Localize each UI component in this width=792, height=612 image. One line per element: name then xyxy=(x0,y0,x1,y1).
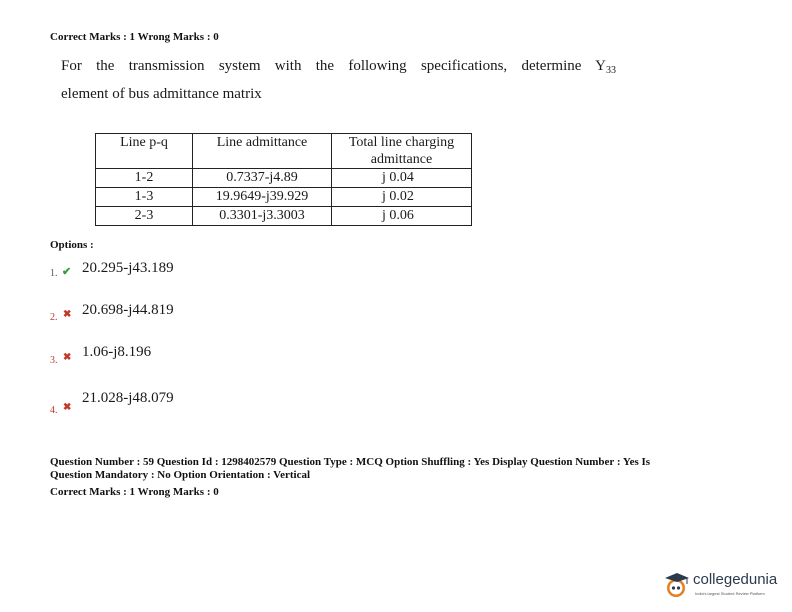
collegedunia-logo xyxy=(662,568,788,604)
table-row xyxy=(96,188,472,207)
table-cell: 1-2 xyxy=(96,169,193,188)
option-number: 4. xyxy=(50,405,58,416)
table-cell: j 0.06 xyxy=(332,207,472,226)
table-cell: j 0.04 xyxy=(332,169,472,188)
option-number: 2. xyxy=(50,312,58,323)
check-icon: ✔ xyxy=(62,266,72,278)
option-number: 3. xyxy=(50,355,58,366)
option-text: 20.698-j44.819 xyxy=(82,302,174,318)
graduate-icon xyxy=(662,570,692,600)
table-row xyxy=(96,207,472,226)
cross-icon: ✖ xyxy=(63,309,72,320)
table-cell: 19.9649-j39.929 xyxy=(193,188,332,207)
header-line-pq: Line p-q xyxy=(96,134,193,169)
option-text: 20.295-j43.189 xyxy=(82,260,174,276)
question-text: For the transmission system with the following specifications, determine Y xyxy=(61,58,606,74)
header-charging-line1: Total line charging xyxy=(348,135,455,150)
option-text: 21.028-j48.079 xyxy=(82,390,174,406)
question-meta-line2: Question Mandatory : No Option Orientation : Vertical xyxy=(50,469,311,481)
table-header-row xyxy=(96,134,472,169)
question-text-line2: element of bus admittance matrix xyxy=(61,86,262,102)
options-label: Options : xyxy=(50,239,94,251)
question-subscript: 33 xyxy=(606,65,616,76)
table-cell: 2-3 xyxy=(96,207,193,226)
table-cell: 0.3301-j3.3003 xyxy=(193,207,332,226)
table-cell: 0.7337-j4.89 xyxy=(193,169,332,188)
logo-name-text: collegedunia xyxy=(693,571,778,588)
marks-info-footer: Correct Marks : 1 Wrong Marks : 0 xyxy=(50,486,219,498)
option-text: 1.06-j8.196 xyxy=(82,344,152,360)
table-cell: 1-3 xyxy=(96,188,193,207)
table-row xyxy=(96,169,472,188)
question-meta-line1: Question Number : 59 Question Id : 1298402579 Question Type : MCQ Option Shuffling : Yes Display Question Number : Yes Is xyxy=(50,456,651,468)
cross-icon: ✖ xyxy=(63,352,72,363)
cross-icon: ✖ xyxy=(63,402,72,413)
logo-wordmark xyxy=(693,571,777,588)
marks-info: Correct Marks : 1 Wrong Marks : 0 xyxy=(50,31,219,43)
header-charging xyxy=(332,134,472,169)
header-line-admittance: Line admittance xyxy=(193,134,332,169)
specification-table xyxy=(95,133,472,226)
table-cell: j 0.02 xyxy=(332,188,472,207)
header-charging-line2: admittance xyxy=(370,152,433,167)
option-number: 1. xyxy=(50,268,58,279)
logo-tagline: India's largest Student Review Platform xyxy=(695,591,765,596)
question-text-line1 xyxy=(61,58,616,76)
